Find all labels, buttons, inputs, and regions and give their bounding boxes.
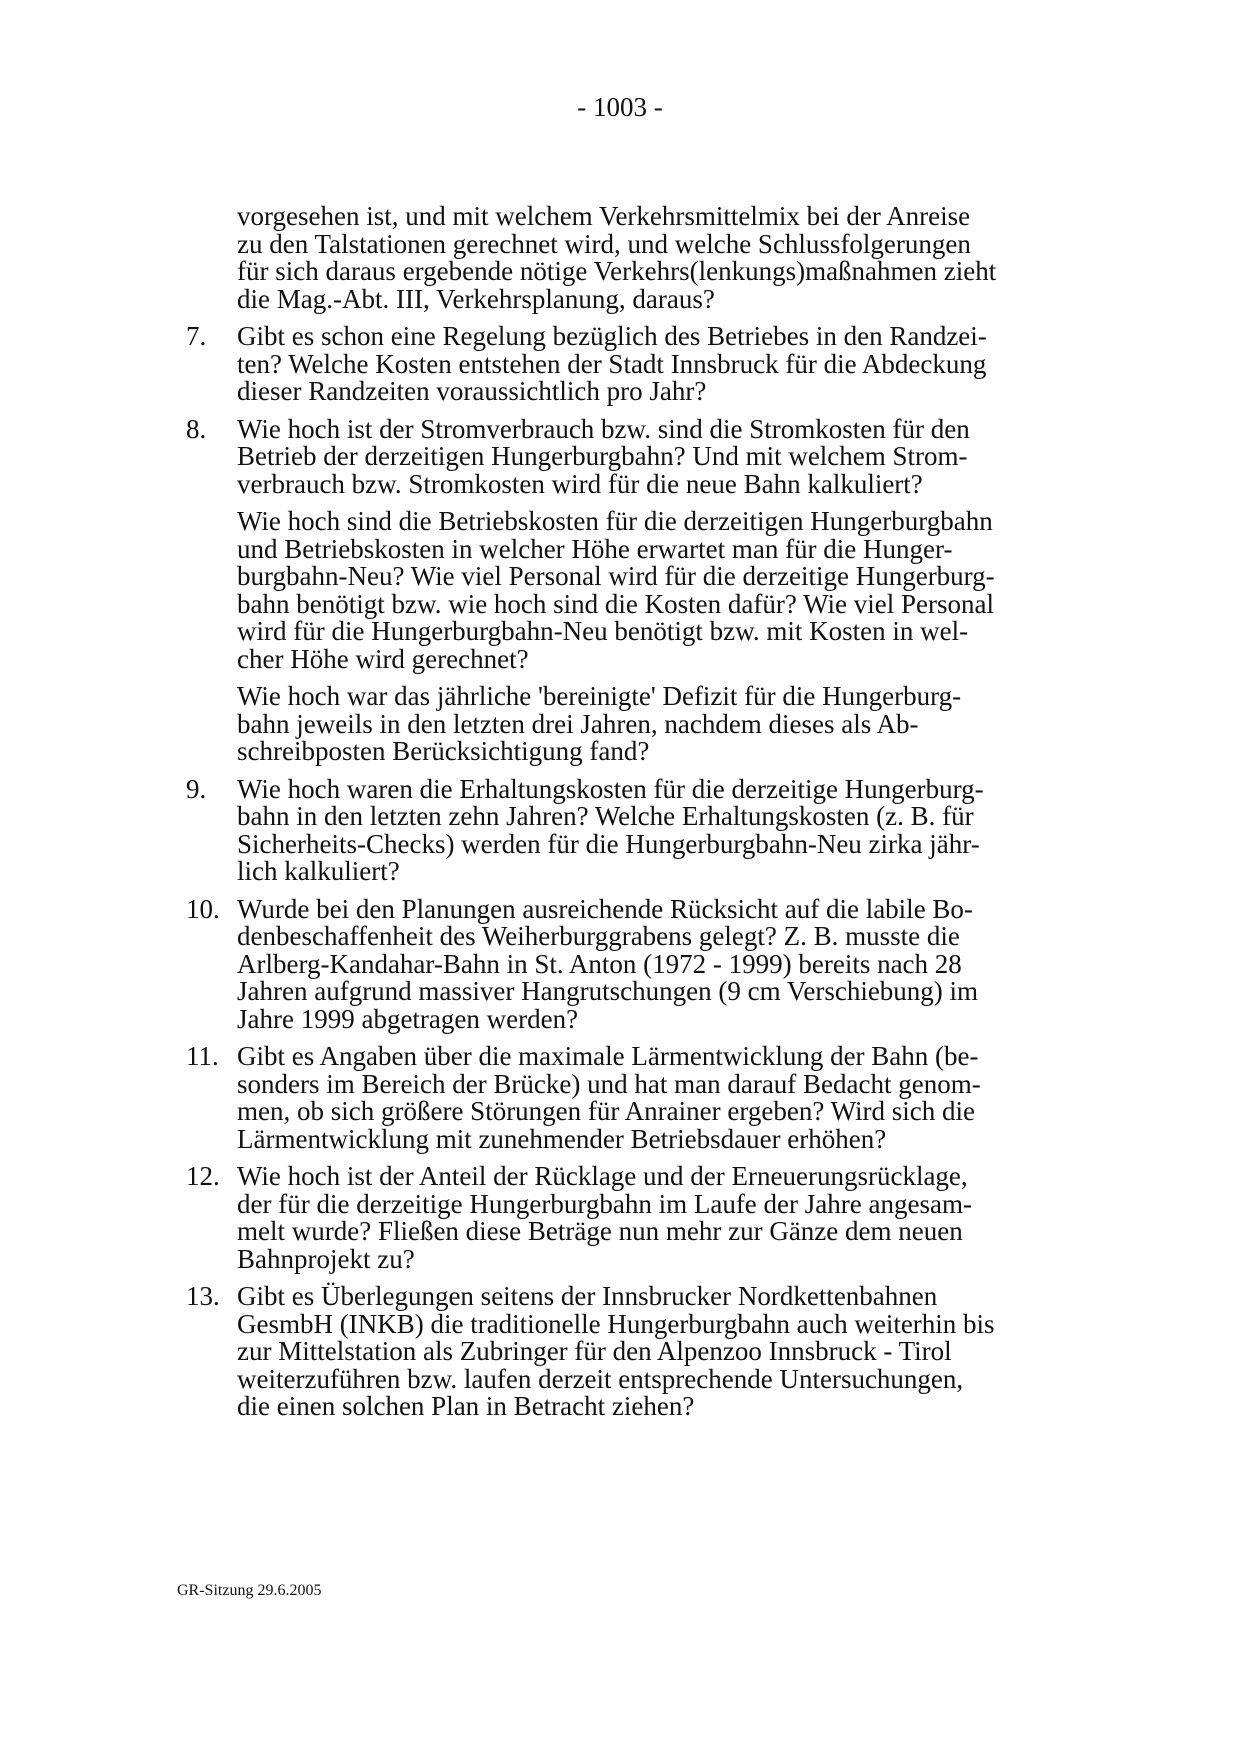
text-line: schreibposten Berücksichtigung fand? (237, 736, 650, 766)
text-line: bahn benötigt bzw. wie hoch sind die Kosten dafür? Wie viel Personal (237, 588, 994, 619)
text-line: Gibt es Angaben über die maximale Lärmentwicklung der Bahn (be- (237, 1041, 979, 1071)
text-line: Jahre 1999 abgetragen werden? (237, 1003, 579, 1034)
text-line: GesmbH (INKB) die traditionelle Hungerburgbahn auch weiterhin bis (237, 1308, 995, 1339)
text-line: burgbahn-Neu? Wie viel Personal wird für die derzeitige Hungerburg- (237, 561, 995, 591)
question-item (186, 893, 1076, 1034)
text-line: Wurde bei den Planungen ausreichende Rücksicht auf die labile Bo- (237, 893, 973, 924)
text-line: men, ob sich größere Störungen für Anrainer ergeben? Wird sich die (237, 1096, 975, 1126)
question-followup-paragraph (237, 683, 1076, 766)
text-line: der für die derzeitige Hungerburgbahn im Laufe der Jahre angesam- (237, 1188, 972, 1219)
text-line: weiterzuführen bzw. laufen derzeit entsprechende Untersuchungen, (237, 1363, 964, 1394)
text-line: Lärmentwicklung mit zunehmender Betriebsdauer erhöhen? (237, 1123, 887, 1154)
question-item (186, 1043, 1076, 1153)
text-line: Gibt es Überlegungen seitens der Innsbrucker Nordkettenbahnen (237, 1281, 938, 1311)
text-line: und Betriebskosten in welcher Höhe erwartet man für die Hunger- (237, 533, 953, 564)
text-line: die einen solchen Plan in Betracht ziehen? (237, 1391, 695, 1421)
question-item (186, 323, 1076, 406)
question-text (237, 893, 1076, 1034)
text-line: Bahnprojekt zu? (237, 1243, 415, 1274)
question-followup-paragraph (237, 508, 1076, 673)
text-line: denbeschaffenheit des Weiherburggrabens gelegt? Z. B. musste die (237, 921, 960, 951)
text-line: Wie hoch ist der Stromverbrauch bzw. sind die Stromkosten für den (237, 413, 970, 444)
text-line: Wie hoch ist der Anteil der Rücklage und der Erneuerungsrücklage, (237, 1161, 968, 1191)
question-number: 7. (186, 321, 207, 351)
question-text (237, 1163, 1076, 1273)
text-line: Sicherheits-Checks) werden für die Hungerburgbahn-Neu zirka jähr- (237, 828, 980, 859)
text-line: Wie hoch waren die Erhaltungskosten für die derzeitige Hungerburg- (237, 773, 984, 804)
text-line: zur Mittelstation als Zubringer für den Alpenzoo Innsbruck - Tirol (237, 1336, 952, 1366)
text-line: bahn in den letzten zehn Jahren? Welche Erhaltungskosten (z. B. für (237, 801, 974, 831)
intro-paragraph (237, 203, 1076, 313)
question-item (186, 1163, 1076, 1273)
question-text (237, 1043, 1076, 1153)
footer-session-date: GR-Sitzung 29.6.2005 (177, 1582, 322, 1599)
text-line: sonders im Bereich der Brücke) und hat man darauf Bedacht genom- (237, 1068, 981, 1099)
question-item (186, 773, 1076, 886)
text-line: verbrauch bzw. Stromkosten wird für die neue Bahn kalkuliert? (237, 468, 923, 499)
text-line: vorgesehen ist, und mit welchem Verkehrsmittelmix bei der Anreise (237, 201, 971, 231)
text-line: für sich daraus ergebende nötige Verkehrs(lenkungs)maßnahmen zieht (237, 256, 997, 286)
question-text (237, 413, 1076, 499)
question-list (186, 323, 1076, 1421)
question-item (186, 1283, 1076, 1421)
text-line: die Mag.-Abt. III, Verkehrsplanung, daraus? (237, 283, 715, 314)
text-line: Gibt es schon eine Regelung bezüglich des Betriebes in den Randzei- (237, 321, 987, 351)
text-line: ten? Welche Kosten entstehen der Stadt Innsbruck für die Abdeckung (237, 348, 987, 379)
question-text (237, 323, 1076, 406)
text-line: cher Höhe wird gerechnet? (237, 643, 529, 674)
text-line: Arlberg-Kandahar-Bahn in St. Anton (1972 - 1999) bereits nach 28 (237, 948, 962, 979)
page-number: - 1003 - (577, 92, 663, 122)
text-line: zu den Talstationen gerechnet wird, und welche Schlussfolgerungen (237, 228, 971, 259)
text-line: lich kalkuliert? (237, 856, 400, 886)
question-item (186, 413, 1076, 499)
question-text (237, 1283, 1076, 1421)
question-number: 10. (186, 893, 220, 924)
question-text (237, 773, 1076, 886)
text-line: melt wurde? Fließen diese Beträge nun mehr zur Gänze dem neuen (237, 1216, 963, 1246)
question-number: 11. (186, 1041, 219, 1071)
question-number: 13. (186, 1281, 220, 1311)
text-line: Wie hoch sind die Betriebskosten für die derzeitigen Hungerburgbahn (237, 506, 993, 536)
text-line: Wie hoch war das jährliche 'bereinigte' Defizit für die Hungerburg- (237, 681, 962, 711)
text-line: wird für die Hungerburgbahn-Neu benötigt bzw. mit Kosten in wel- (237, 616, 969, 646)
question-number: 9. (186, 773, 207, 804)
text-line: dieser Randzeiten voraussichtlich pro Jahr? (237, 376, 707, 406)
text-line: Jahren aufgrund massiver Hangrutschungen (9 cm Verschiebung) im (237, 976, 979, 1006)
text-line: bahn jeweils in den letzten drei Jahren, nachdem dieses als Ab- (237, 708, 919, 739)
question-number: 12. (186, 1161, 220, 1191)
text-line: Betrieb der derzeitigen Hungerburgbahn? Und mit welchem Strom- (237, 441, 968, 471)
question-number: 8. (186, 413, 207, 444)
document-body (186, 203, 1076, 1431)
